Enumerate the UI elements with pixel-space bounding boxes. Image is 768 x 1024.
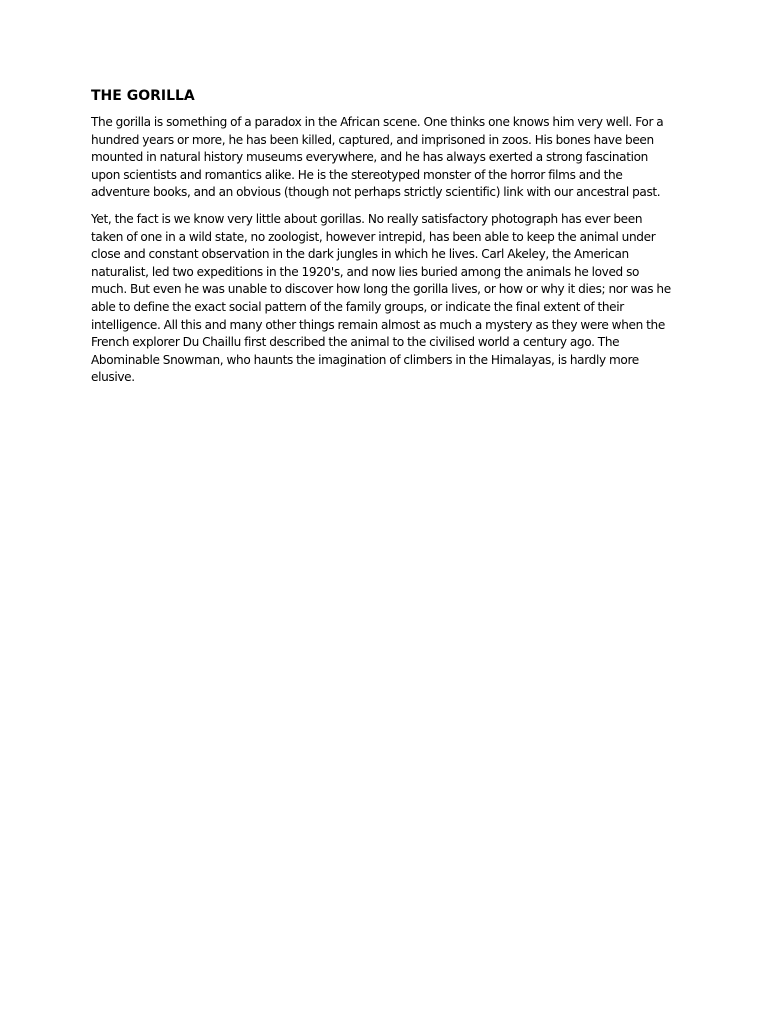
paragraph-2: Yet, the fact is we know very little about gorillas. No really satisfactory photograph has ever been taken of one in a wild state, no zoologist, however intrepid, has been able to keep the animal under close and constant observation in the dark jungles in which he lives. Carl Akeley, the American naturalist, led two expeditions in the 1920's, and now lies buried among the animals he loved so much. But even he was unable to discover how long the gorilla lives, or how or why it dies; nor was he able to define the exact social pattern of the family groups, or indicate the final extent of their intelligence. All this and many other things remain almost as much a mystery as they were when the French explorer Du Chaillu first described the animal to the civilised world a century ago. The Abominable Snowman, who haunts the imagination of climbers in the Himalayas, is hardly more elusive. — [91, 211, 671, 385]
document-page — [91, 86, 677, 396]
document-title: THE GORILLA — [91, 88, 195, 104]
paragraph-1: The gorilla is something of a paradox in the African scene. One thinks one knows him very well. For a hundred years or more, he has been killed, captured, and imprisoned in zoos. His bones have been mounted in natural history museums everywhere, and he has always exerted a strong fascination upon scientists and romantics alike. He is the stereotyped monster of the horror films and the adventure books, and an obvious (though not perhaps strictly scientific) link with our ancestral past. — [91, 115, 664, 200]
